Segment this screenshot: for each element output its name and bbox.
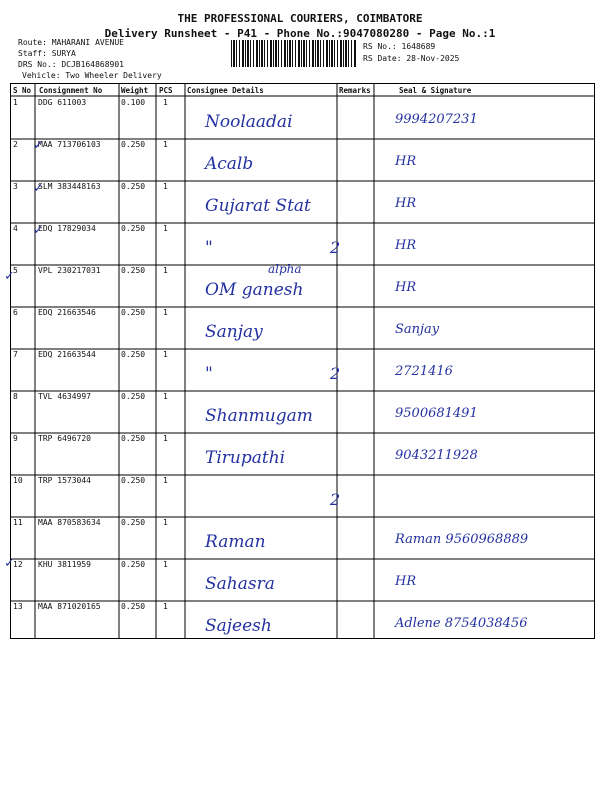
- staff-label: Staff: SURYA: [18, 49, 76, 58]
- row-pcs: 1: [163, 518, 168, 527]
- tick-mark: ✓: [34, 180, 43, 196]
- col-header-consignment: Consignment No: [39, 86, 103, 95]
- row-weight: 0.250: [121, 518, 146, 527]
- vehicle-label: Vehicle: Two Wheeler Delivery: [22, 71, 162, 80]
- drs-number: DRS No.: DCJB164868901: [18, 60, 124, 69]
- rs-date: RS Date: 28-Nov-2025: [363, 54, 460, 63]
- row-sno: 5: [13, 266, 18, 275]
- consignment-number: EDQ 17829034: [38, 224, 96, 233]
- signature-handwriting: 2721416: [395, 364, 453, 379]
- row-pcs: 1: [163, 560, 168, 569]
- alpha-annotation: alpha: [268, 262, 302, 276]
- row-pcs: 1: [163, 434, 168, 443]
- remarks-mark: 2: [330, 364, 341, 383]
- signature-handwriting: 9994207231: [395, 112, 478, 127]
- consignment-number: KHU 3811959: [38, 560, 91, 569]
- consignment-number: TRP 6496720: [38, 434, 91, 443]
- row-pcs: 1: [163, 140, 168, 149]
- row-pcs: 1: [163, 98, 168, 107]
- row-weight: 0.250: [121, 476, 146, 485]
- consignee-handwriting: Sahasra: [205, 574, 275, 594]
- col-header-pcs: PCS: [159, 86, 173, 95]
- row-pcs: 1: [163, 392, 168, 401]
- row-pcs: 1: [163, 476, 168, 485]
- consignee-handwriting: Noolaadai: [205, 112, 293, 132]
- row-sno: 7: [13, 350, 18, 359]
- signature-handwriting: Raman 9560968889: [395, 532, 529, 547]
- consignment-number: EDQ 21663544: [38, 350, 96, 359]
- row-weight: 0.250: [121, 140, 146, 149]
- signature-handwriting: HR: [395, 196, 417, 211]
- consignee-handwriting: Sajeesh: [205, 616, 272, 636]
- row-pcs: 1: [163, 224, 168, 233]
- row-sno: 6: [13, 308, 18, 317]
- row-weight: 0.250: [121, 224, 146, 233]
- remarks-mark: 2: [330, 490, 341, 509]
- row-weight: 0.100: [121, 98, 146, 107]
- row-weight: 0.250: [121, 560, 146, 569]
- row-sno: 11: [13, 518, 23, 527]
- row-pcs: 1: [163, 182, 168, 191]
- consignment-number: EDQ 21663546: [38, 308, 96, 317]
- row-pcs: 1: [163, 308, 168, 317]
- consignee-handwriting: Raman: [205, 532, 266, 552]
- col-header-weight: Weight: [121, 86, 149, 95]
- row-weight: 0.250: [121, 392, 146, 401]
- consignee-handwriting: OM ganesh: [205, 280, 304, 300]
- tick-mark: ✓: [34, 137, 43, 153]
- signature-handwriting: HR: [395, 280, 417, 295]
- row-weight: 0.250: [121, 308, 146, 317]
- company-name: THE PROFESSIONAL COURIERS, COIMBATORE: [177, 12, 423, 25]
- consignment-number: TRP 1573044: [38, 476, 91, 485]
- col-header-remarks: Remarks: [339, 86, 371, 95]
- consignment-number: MAA 870583634: [38, 518, 101, 527]
- consignment-number: VPL 230217031: [38, 266, 101, 275]
- signature-handwriting: HR: [395, 574, 417, 589]
- consignment-number: SLM 383448163: [38, 182, 101, 191]
- tick-mark: ✓: [34, 222, 43, 238]
- row-weight: 0.250: [121, 350, 146, 359]
- signature-handwriting: Sanjay: [395, 322, 440, 337]
- route-label: Route: MAHARANI AVENUE: [18, 38, 124, 47]
- consignee-handwriting: Sanjay: [205, 322, 263, 342]
- signature-handwriting: Adlene 8754038456: [395, 616, 528, 631]
- consignment-number: MAA 713706103: [38, 140, 101, 149]
- consignment-number: DDG 611003: [38, 98, 87, 107]
- row-sno: 1: [13, 98, 18, 107]
- signature-handwriting: HR: [395, 154, 417, 169]
- col-header-signature: Seal & Signature: [399, 86, 472, 95]
- consignee-handwriting: Acalb: [205, 154, 254, 174]
- signature-handwriting: HR: [395, 238, 417, 253]
- row-pcs: 1: [163, 350, 168, 359]
- row-sno: 9: [13, 434, 18, 443]
- signature-handwriting: 9500681491: [395, 406, 478, 421]
- col-header-sno: S No: [13, 86, 32, 95]
- consignee-handwriting: ": [205, 364, 213, 384]
- row-sno: 13: [13, 602, 23, 611]
- row-sno: 10: [13, 476, 23, 485]
- col-header-consignee: Consignee Details: [187, 86, 264, 95]
- row-weight: 0.250: [121, 434, 146, 443]
- row-sno: 3: [13, 182, 18, 191]
- rs-number: RS No.: 1648689: [363, 42, 436, 51]
- runsheet-table-grid: [10, 83, 595, 639]
- consignment-number: MAA 871020165: [38, 602, 101, 611]
- row-sno: 2: [13, 140, 18, 149]
- row-pcs: 1: [163, 602, 168, 611]
- row-sno: 12: [13, 560, 23, 569]
- remarks-mark: 2: [330, 238, 341, 257]
- row-sno: 8: [13, 392, 18, 401]
- consignee-handwriting: Shanmugam: [205, 406, 313, 426]
- barcode: [231, 40, 357, 67]
- consignee-handwriting: Gujarat Stat: [205, 196, 311, 216]
- consignee-handwriting: Tirupathi: [205, 448, 286, 468]
- consignment-number: TVL 4634997: [38, 392, 91, 401]
- tick-mark: ✓: [5, 555, 14, 571]
- consignee-handwriting: ": [205, 238, 213, 258]
- runsheet-subtitle: Delivery Runsheet - P41 - Phone No.:9047080280 - Page No.:1: [104, 27, 496, 40]
- row-sno: 4: [13, 224, 18, 233]
- row-weight: 0.250: [121, 266, 146, 275]
- row-pcs: 1: [163, 266, 168, 275]
- signature-handwriting: 9043211928: [395, 448, 478, 463]
- tick-mark: ✓: [5, 268, 14, 284]
- row-weight: 0.250: [121, 602, 146, 611]
- row-weight: 0.250: [121, 182, 146, 191]
